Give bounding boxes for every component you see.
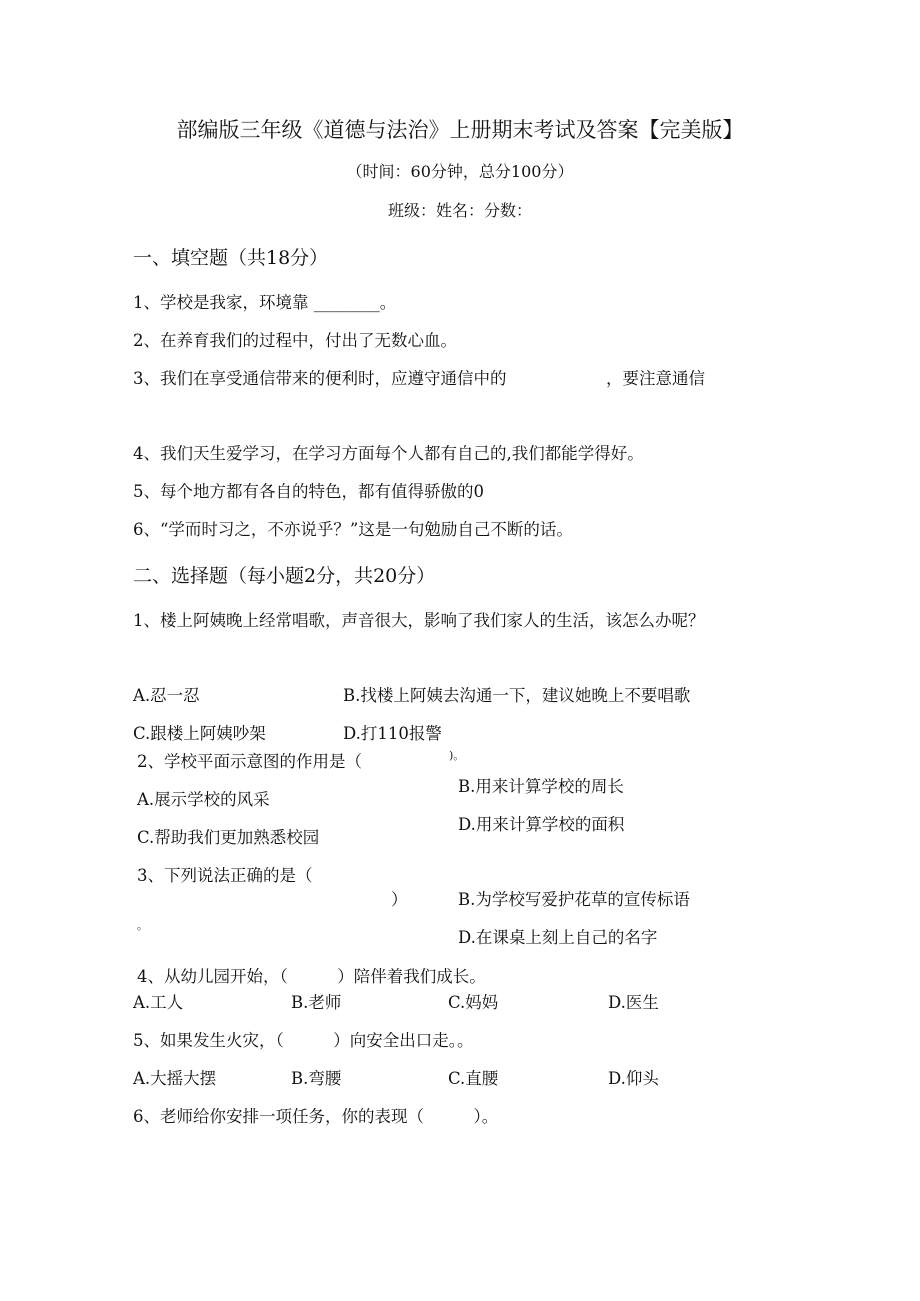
q4-option-a: A.工人 bbox=[133, 993, 184, 1012]
fill-question-6: 6、“学而时习之，不亦说乎？”这是一句勉励自己不断的话。 bbox=[133, 520, 573, 539]
q1-option-a: A.忍一忍 bbox=[133, 686, 200, 705]
section-2-heading: 二、选择题（每小题2分，共20分） bbox=[133, 565, 436, 587]
fill-question-3-tail: ，要注意通信 bbox=[606, 369, 705, 388]
q4-option-c: C.妈妈 bbox=[448, 993, 499, 1012]
choice-question-2: 2、学校平面示意图的作用是（ bbox=[137, 752, 362, 771]
choice-question-1: 1、楼上阿姨晚上经常唱歌，声音很大，影响了我们家人的生活，该怎么办呢？ bbox=[133, 611, 705, 630]
q5-option-d: D.仰头 bbox=[608, 1069, 659, 1088]
q1-option-b: B.找楼上阿姨去沟通一下，建议她晚上不要唱歌 bbox=[343, 686, 691, 705]
q2-close-paren: )。 bbox=[449, 749, 465, 762]
choice-question-5: 5、如果发生火灾，（ ）向安全出口走。。 bbox=[133, 1031, 474, 1050]
exam-title: 部编版三年级《道德与法治》上册期末考试及答案【完美版】 bbox=[176, 118, 744, 142]
fill-question-1: 1、学校是我家，环境靠 ________。 bbox=[133, 293, 397, 312]
choice-question-4: 4、从幼儿园开始，（ ）陪伴着我们成长。 bbox=[137, 967, 486, 986]
q2-option-d: D.用来计算学校的面积 bbox=[458, 815, 625, 834]
q3-stray-mark: 。 bbox=[137, 919, 148, 932]
exam-time-total: （时间：60分钟，总分100分） bbox=[346, 162, 574, 181]
fill-question-4: 4、我们天生爱学习，在学习方面每个人都有自己的,我们都能学得好。 bbox=[133, 444, 644, 463]
q3-option-b: B.为学校写爱护花草的宣传标语 bbox=[458, 890, 690, 909]
q3-option-d: D.在课桌上刻上自己的名字 bbox=[458, 928, 658, 947]
fill-question-2: 2、在养育我们的过程中，付出了无数心血。 bbox=[133, 331, 457, 350]
choice-question-6: 6、老师给你安排一项任务，你的表现（ ）。 bbox=[133, 1107, 499, 1126]
q1-option-d: D.打110报警 bbox=[343, 724, 442, 743]
q3-close-paren: ） bbox=[391, 890, 408, 909]
student-info-line: 班级：姓名：分数： bbox=[387, 201, 532, 220]
fill-question-3: 3、我们在享受通信带来的便利时，应遵守通信中的 bbox=[133, 369, 507, 388]
q5-option-c: C.直腰 bbox=[448, 1069, 499, 1088]
q5-option-b: B.弯腰 bbox=[291, 1069, 342, 1088]
q2-option-b: B.用来计算学校的周长 bbox=[458, 777, 624, 796]
q4-option-d: D.医生 bbox=[608, 993, 659, 1012]
fill-question-5: 5、每个地方都有各自的特色，都有值得骄傲的0 bbox=[133, 482, 484, 501]
q1-option-c: C.跟楼上阿姨吵架 bbox=[133, 724, 266, 743]
q5-option-a: A.大摇大摆 bbox=[133, 1069, 217, 1088]
section-1-heading: 一、填空题（共18分） bbox=[133, 247, 329, 269]
q2-option-a: A.展示学校的风采 bbox=[137, 790, 270, 809]
q4-option-b: B.老师 bbox=[291, 993, 342, 1012]
choice-question-3: 3、下列说法正确的是（ bbox=[137, 866, 313, 885]
q2-option-c: C.帮助我们更加熟悉校园 bbox=[137, 828, 320, 847]
